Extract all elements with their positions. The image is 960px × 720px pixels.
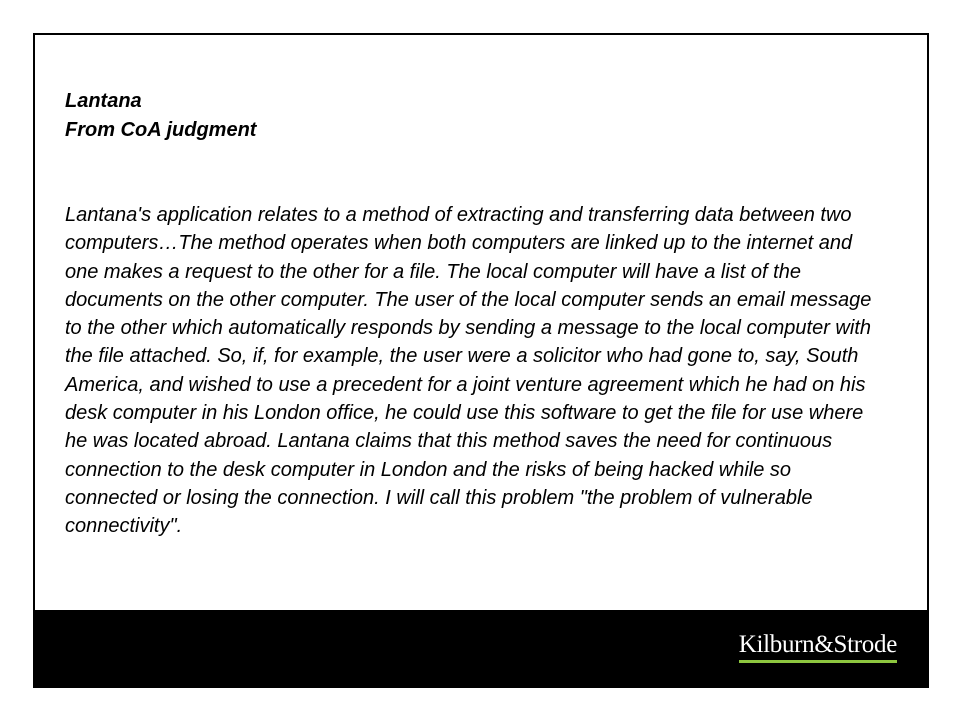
slide — [33, 33, 929, 688]
logo-text: Kilburn&Strode — [738, 631, 897, 658]
quote-body: Lantana's application relates to a method of extracting and transferring data between two computers…The method operates when both computers are linked up to the internet and one makes a request to the other for a file. The local computer will have a list of the documents on the other computer. The user of the local computer sends an email message to the other which automatically responds by sending a message to the local computer with the file attached. So, if, for example, the user were a solicitor who had gone to, say, South America, and wished to use a precedent for a joint venture agreement which he had on his desk computer in his London office, he could use this software to get the file for use where he was located abroad. Lantana claims that this method saves the need for continuous connection to the desk computer in London and the risks of being hacked while so connected or losing the connection. I will call this problem "the problem of vulnerable connectivity". — [65, 204, 872, 538]
logo-underline — [739, 660, 897, 663]
slide-title — [65, 87, 885, 145]
slide-content — [65, 87, 885, 541]
kilburn-strode-logo — [739, 632, 897, 663]
title-line-1: Lantana — [65, 90, 142, 112]
title-line-2: From CoA judgment — [65, 119, 257, 141]
footer-bar — [35, 610, 927, 686]
